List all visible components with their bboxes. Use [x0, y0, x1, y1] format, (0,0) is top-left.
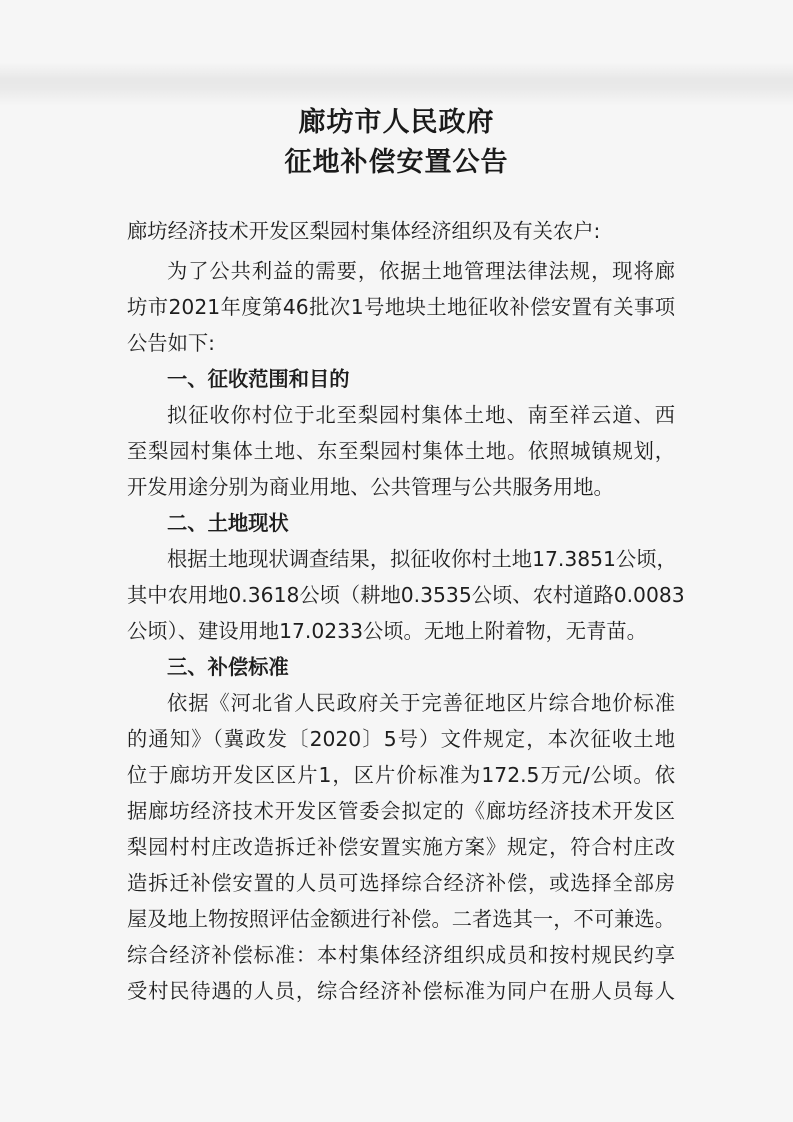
section-paragraph-line: 据廊坊经济技术开发区管委会拟定的《廊坊经济技术开发区 — [127, 799, 675, 823]
section-paragraph-line: 屋及地上物按照评估金额进行补偿。二者选其一，不可兼选。 — [127, 907, 675, 931]
section-heading: 三、补偿标准 — [167, 655, 289, 679]
intro-line: 公告如下: — [127, 331, 215, 355]
section-paragraph-line: 拟征收你村位于北至梨园村集体土地、南至祥云道、西 — [167, 403, 675, 427]
section-paragraph-line: 综合经济补偿标准：本村集体经济组织成员和按村规民约享 — [127, 943, 675, 967]
section-paragraph-line: 其中农用地0.3618公顷（耕地0.3535公顷、农村道路0.0083 — [127, 583, 685, 607]
addressee: 廊坊经济技术开发区梨园村集体经济组织及有关农户: — [127, 219, 601, 243]
section-paragraph-line: 依据《河北省人民政府关于完善征地区片综合地价标准 — [167, 691, 675, 715]
section-paragraph-line: 公顷）、建设用地17.0233公顷。无地上附着物，无青苗。 — [127, 619, 647, 643]
document-title-line2: 征地补偿安置公告 — [284, 147, 509, 178]
section-paragraph-line: 梨园村村庄改造拆迁补偿安置实施方案》规定，符合村庄改 — [127, 835, 675, 859]
section-heading: 一、征收范围和目的 — [167, 367, 350, 391]
section-paragraph-line: 的通知》（冀政发〔2020〕5号）文件规定，本次征收土地 — [127, 727, 675, 751]
section-heading: 二、土地现状 — [167, 511, 289, 535]
section-paragraph-line: 造拆迁补偿安置的人员可选择综合经济补偿，或选择全部房 — [127, 871, 675, 895]
intro-line: 为了公共利益的需要，依据土地管理法律法规，现将廊 — [167, 259, 675, 283]
section-paragraph-line: 受村民待遇的人员，综合经济补偿标准为同户在册人员每人 — [127, 979, 675, 1003]
intro-line: 坊市2021年度第46批次1号地块土地征收补偿安置有关事项 — [127, 295, 675, 319]
section-paragraph-line: 开发用途分别为商业用地、公共管理与公共服务用地。 — [127, 475, 614, 499]
document-title-line1: 廊坊市人民政府 — [298, 107, 495, 138]
section-paragraph-line: 位于廊坊开发区区片1，区片价标准为172.5万元/公顷。依 — [127, 763, 675, 787]
section-paragraph-line: 根据土地现状调查结果，拟征收你村土地17.3851公顷， — [167, 547, 677, 571]
section-paragraph-line: 至梨园村集体土地、东至梨园村集体土地。依照城镇规划， — [127, 439, 675, 463]
